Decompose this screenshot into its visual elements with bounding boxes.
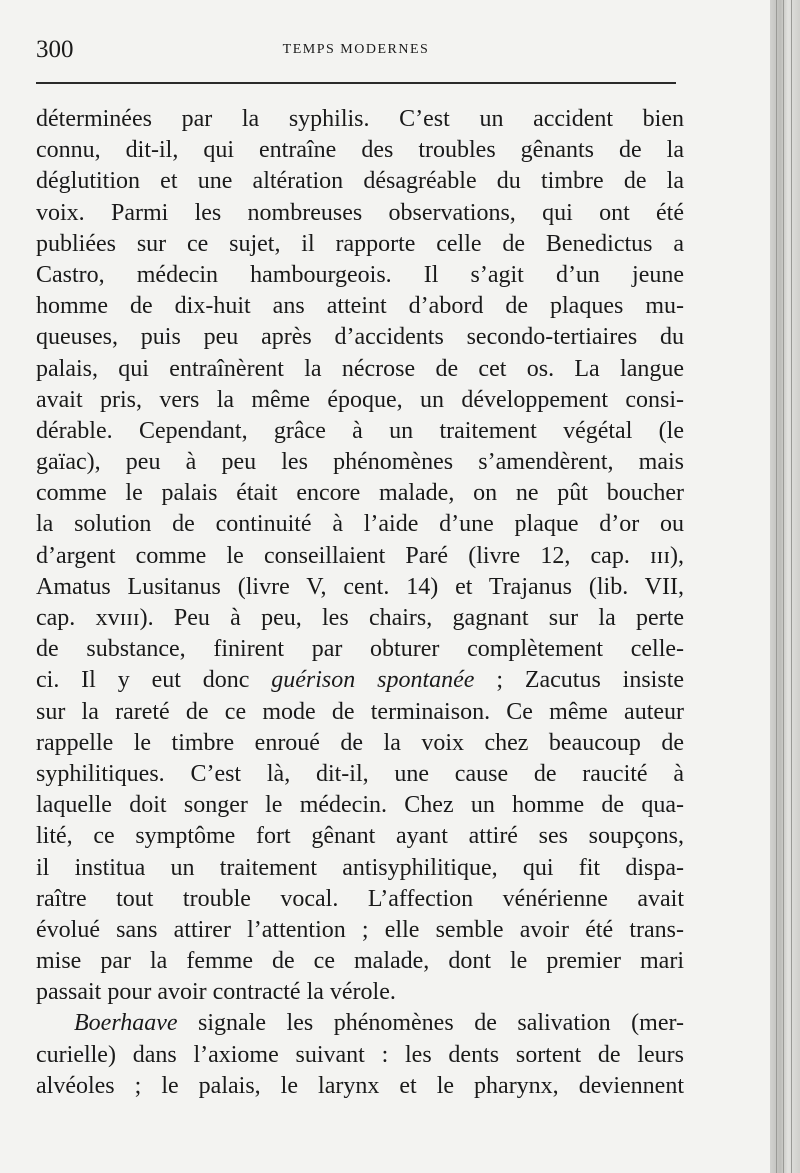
text-line (36, 853, 684, 884)
text-segment: la solution de continuité à l’aide d’une plaque d’or ou (36, 511, 684, 538)
text-line (36, 884, 684, 915)
page-edge-shadow (770, 0, 800, 1173)
text-segment: mise par la femme de ce malade, dont le premier mari (36, 948, 684, 975)
text-segment: syphilitiques. C’est là, dit-il, une cause de raucité à (36, 760, 684, 787)
text-segment: cap. xᴠɪɪɪ). Peu à peu, les chairs, gagnant sur la perte (36, 605, 684, 631)
text-line (36, 509, 684, 540)
text-segment: comme le palais était encore malade, on ne pût boucher (36, 480, 684, 507)
text-segment: connu, dit-il, qui entraîne des troubles gênants de la (36, 137, 684, 164)
running-head: TEMPS MODERNES (282, 42, 430, 57)
text-segment: sur la rareté de ce mode de terminaison. Ce même auteur (36, 698, 684, 725)
text-line (36, 697, 684, 728)
text-line (36, 135, 684, 166)
text-segment: Amatus Lusitanus (livre V, cent. 14) et Trajanus (lib. VII, (36, 573, 684, 600)
text-line (36, 946, 684, 977)
text-segment: Castro, médecin hambourgeois. Il s’agit d’un jeune (36, 261, 684, 288)
text-line (36, 603, 684, 634)
header-rule (36, 82, 676, 84)
text-segment: avait pris, vers la même époque, un développement consi- (36, 386, 684, 413)
text-segment: de substance, finirent par obturer complètement celle- (36, 636, 684, 663)
text-line (36, 1040, 684, 1071)
text-line (36, 322, 684, 353)
text-line (36, 447, 684, 478)
text-line (36, 104, 684, 135)
text-segment: il institua un traitement antisyphilitique, qui fit dispa- (36, 854, 684, 881)
text-line (36, 198, 684, 229)
text-line (36, 229, 684, 260)
text-segment: publiées sur ce sujet, il rapporte celle de Benedictus a (36, 230, 684, 257)
text-segment: alvéoles ; le palais, le larynx et le pharynx, deviennent (36, 1072, 684, 1099)
text-segment: rappelle le timbre enroué de la voix chez beaucoup de (36, 729, 684, 756)
text-line (36, 572, 684, 603)
text-line (36, 977, 684, 1008)
text-segment: déterminées par la syphilis. C’est un accident bien (36, 106, 684, 132)
text-line (36, 166, 684, 197)
text-segment: évolué sans attirer l’attention ; elle semble avoir été trans- (36, 916, 684, 943)
text-segment: laquelle doit songer le médecin. Chez un homme de qua- (36, 792, 684, 819)
text-segment: dérable. Cependant, grâce à un traitement végétal (le (36, 417, 684, 444)
text-line (36, 915, 684, 946)
text-segment: d’argent comme le conseillaient Paré (livre 12, cap. ɪɪɪ), (36, 542, 684, 569)
italic-text: guérison spontanée (271, 667, 475, 694)
text-segment: passait pour avoir contracté la vérole. (36, 979, 396, 1006)
text-line (36, 634, 684, 665)
text-line (36, 354, 684, 385)
page-number: 300 (36, 36, 74, 63)
text-segment: palais, qui entraînèrent la nécrose de cet os. La langue (36, 355, 684, 382)
text-segment: gaïac), peu à peu les phénomènes s’amendèrent, mais (36, 449, 684, 476)
text-segment: ci. Il y eut donc (36, 667, 272, 694)
text-segment: voix. Parmi les nombreuses observations, qui ont été (36, 199, 684, 226)
text-segment: raître tout trouble vocal. L’affection vénérienne avait (36, 885, 684, 912)
text-line (36, 291, 684, 322)
text-line (36, 478, 684, 509)
italic-text: Boerhaave (74, 1010, 178, 1037)
text-line (36, 665, 684, 696)
text-line (36, 260, 684, 291)
text-segment: ; Zacutus insiste (474, 667, 685, 694)
text-segment: signale les phénomènes de salivation (mer- (177, 1010, 684, 1037)
text-segment: queuses, puis peu après d’accidents secondo-tertiaires du (36, 324, 684, 351)
text-line (36, 728, 684, 759)
text-line (36, 1008, 684, 1039)
text-segment: homme de dix-huit ans atteint d’abord de plaques mu- (36, 293, 684, 320)
text-line (36, 1071, 684, 1102)
text-segment: curielle) dans l’axiome suivant : les dents sortent de leurs (36, 1041, 684, 1068)
text-segment: déglutition et une altération désagréable du timbre de la (36, 168, 684, 195)
body-text (36, 104, 684, 1102)
text-line (36, 759, 684, 790)
page-header (36, 36, 676, 66)
text-line (36, 821, 684, 852)
text-line (36, 416, 684, 447)
text-line (36, 385, 684, 416)
text-line (36, 790, 684, 821)
text-line (36, 541, 684, 572)
text-segment: lité, ce symptôme fort gênant ayant attiré ses soupçons, (36, 823, 684, 850)
